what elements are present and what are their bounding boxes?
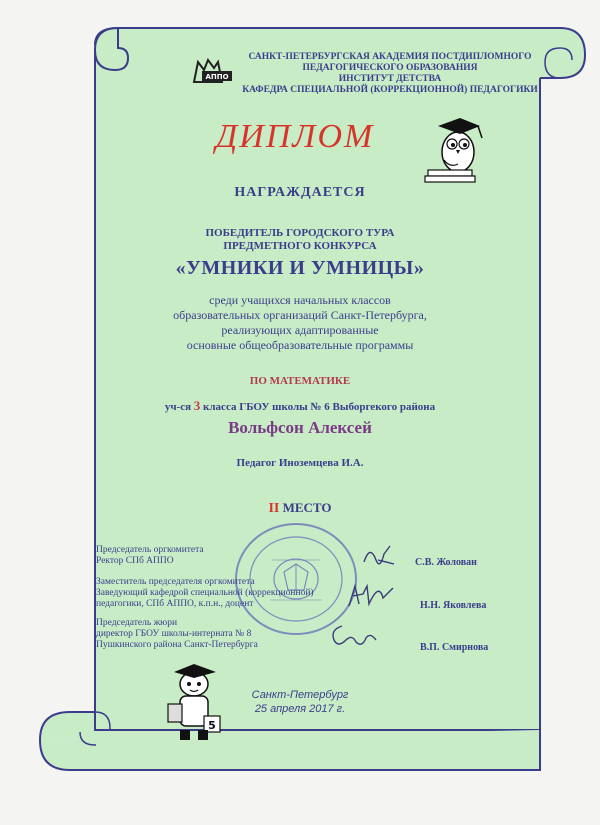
logo-text: АППО [205,73,229,81]
signature-2-title [96,577,336,610]
teacher-name: Педагог Иноземцева И.А. [236,457,364,469]
signature-3-title [96,618,296,651]
owl-with-books-icon [420,112,490,187]
footer [200,688,400,716]
header-line-4: КАФЕДРА СПЕЦИАЛЬНОЙ (КОРРЕКЦИОННОЙ) ПЕДАГОГИКИ [242,85,538,95]
signature-3-name: В.П. Смирнова [420,642,489,653]
description-line-3: реализующих адаптированные [221,323,379,337]
signature-1-handwriting [360,540,400,572]
signature-1-name: С.В. Жолован [415,557,477,568]
signature-1-title-line-2: Ректор СПб АППО [96,556,174,566]
document-title: ДИПЛОМ [215,118,375,155]
signature-2-title-line-1: Заместитель председателя оргкомитета [96,577,255,587]
student-grade: 3 [193,398,201,413]
contest-name: «УМНИКИ И УМНИЦЫ» [175,257,425,279]
student-school: класса ГБОУ школы № 6 Выборгекого района [203,401,436,413]
student-info [100,398,500,414]
signature-2-title-line-3: педагогики, СПб АППО, к.п.н., доцент [96,599,254,609]
winner-line-1: ПОБЕДИТЕЛЬ ГОРОДСКОГО ТУРА [205,227,395,239]
footer-city: Санкт-Петербург [251,689,349,701]
footer-date: 25 апреля 2017 г. [254,703,346,715]
header-organization [240,52,540,96]
signature-3-title-line-1: Председатель жюри [96,618,178,628]
place-numeral: II [268,501,280,516]
description-line-1: среди учащихся начальных классов [209,293,391,307]
winner-line-2: ПРЕДМЕТНОГО КОНКУРСА [223,240,377,252]
place-award [200,500,400,517]
signature-2-handwriting [345,578,405,614]
student-name: Вольфсон Алексей [228,418,372,437]
description-line-2: образовательных организаций Санкт-Петербурга, [173,308,427,322]
place-label: МЕСТО [282,500,332,515]
contest-description [120,293,480,353]
description-line-4: основные общеобразовательные программы [186,338,414,352]
scholar-badge-number: 5 [208,719,216,732]
header-line-2: ПЕДАГОГИЧЕСКОГО ОБРАЗОВАНИЯ [302,63,478,73]
signature-3-title-line-2: директор ГБОУ школы-интерната № 8 [96,629,252,639]
header-line-3: ИНСТИТУТ ДЕТСТВА [338,74,442,84]
subject-label: ПО МАТЕМАТИКЕ [249,375,351,387]
winner-title [150,227,450,253]
awarded-label: НАГРАЖДАЕТСЯ [234,185,366,200]
signature-2-title-line-2: Заведующий кафедрой специальной (коррекционной) [96,588,314,598]
signature-1-title-line-1: Председатель оргкомитета [96,545,204,555]
signature-1-title [96,545,296,567]
signature-3-handwriting [328,618,383,654]
academy-logo [192,56,237,86]
signature-2-name: Н.Н. Яковлева [420,600,487,611]
student-prefix: уч-ся [164,401,192,413]
header-line-1: САНКТ-ПЕТЕРБУРГСКАЯ АКАДЕМИЯ ПОСТДИПЛОМНОГО [248,52,532,62]
signature-3-title-line-3: Пушкинского района Санкт-Петербурга [96,640,258,650]
